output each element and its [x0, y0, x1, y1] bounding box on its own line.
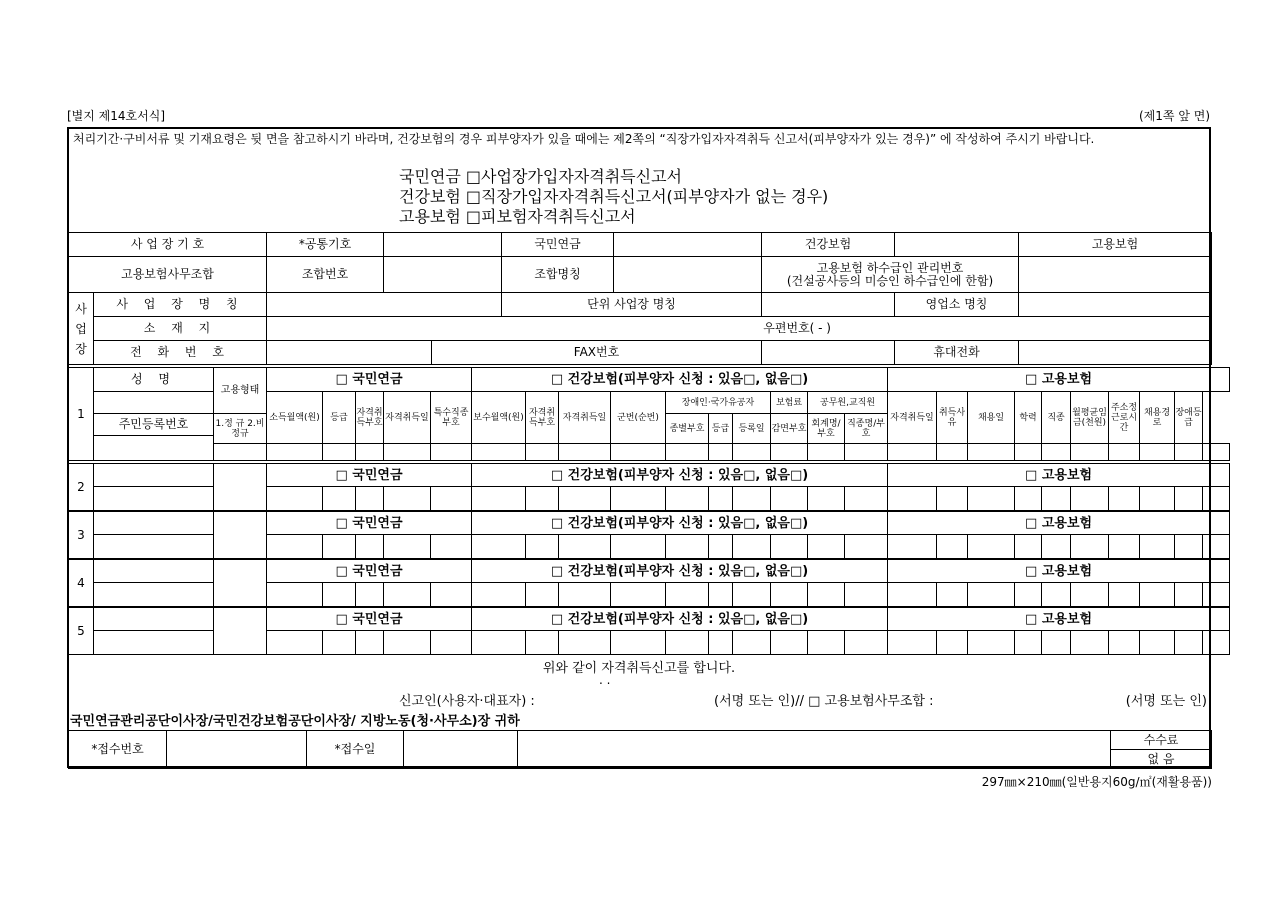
form-intro-section [69, 129, 1209, 233]
data-cell[interactable] [323, 535, 356, 559]
hi-premium-label: 보험료 [771, 392, 808, 414]
data-cell[interactable] [472, 535, 526, 559]
data-cell[interactable] [323, 631, 356, 655]
data-cell[interactable] [526, 535, 559, 559]
ei-section-label[interactable]: □ 고용보험 [888, 512, 1230, 535]
rrn-field[interactable] [94, 436, 214, 461]
rrn-field[interactable] [94, 583, 214, 607]
data-cell[interactable] [559, 535, 611, 559]
np-section-label[interactable]: □ 국민연금 [267, 368, 472, 392]
data-cell[interactable] [666, 487, 709, 511]
declaration-statement: 위와 같이 자격취득신고를 합니다. [542, 661, 736, 676]
np-col-acq-code: 자격취득부호 [356, 392, 384, 444]
rrn-field[interactable] [94, 631, 214, 655]
data-cell[interactable] [526, 583, 559, 607]
hi-section-label[interactable]: □ 건강보험(피부양자 신청 : 있음□, 없음□) [472, 368, 888, 392]
mobile-label: 휴대전화 [895, 341, 1019, 365]
data-cell[interactable] [888, 487, 937, 511]
emp-type-field[interactable] [214, 560, 267, 607]
data-cell[interactable] [559, 631, 611, 655]
sign-label-1: (서명 또는 인)// □ 고용보험사무조합 : [714, 694, 934, 709]
data-cell[interactable] [611, 583, 666, 607]
data-cell[interactable] [472, 631, 526, 655]
data-cell[interactable] [1140, 487, 1175, 511]
data-cell[interactable] [1203, 487, 1230, 511]
data-cell[interactable] [559, 487, 611, 511]
data-cell[interactable] [666, 631, 709, 655]
data-cell[interactable] [1140, 535, 1175, 559]
data-cell[interactable] [845, 583, 888, 607]
data-cell[interactable] [808, 583, 845, 607]
phone-label: 전 화 번 호 [94, 341, 267, 365]
data-cell[interactable] [771, 487, 808, 511]
fax-label: FAX번호 [432, 341, 762, 365]
sign-label-2: (서명 또는 인) [1125, 694, 1207, 709]
data-cell[interactable] [267, 583, 323, 607]
person-block [68, 559, 1230, 607]
data-cell[interactable] [733, 487, 771, 511]
paper-spec: 297㎜×210㎜(일반용지60g/㎡(재활용품)) [981, 775, 1212, 789]
data-cell[interactable] [431, 583, 472, 607]
subcontract-label: 고용보험 하수급인 관리번호 (건설공사등의 미승인 하수급인에 한함) [762, 257, 1019, 293]
data-cell[interactable] [1203, 583, 1230, 607]
data-cell[interactable] [384, 583, 431, 607]
ei-section-label[interactable]: □ 고용보험 [888, 608, 1230, 631]
emp-type-label: 고용형태 [214, 368, 267, 414]
hi-col-acq-code: 자격취득부호 [526, 392, 559, 444]
data-cell[interactable] [384, 631, 431, 655]
checkbox[interactable]: □ [465, 207, 482, 226]
hi-code-label: 건강보험 [762, 233, 895, 257]
address-label: 소 재 지 [94, 317, 267, 341]
np-code-field[interactable] [614, 233, 762, 257]
data-cell[interactable] [1109, 583, 1140, 607]
data-cell[interactable] [1042, 583, 1071, 607]
data-cell[interactable] [384, 535, 431, 559]
np-section-label[interactable]: □ 국민연금 [267, 608, 472, 631]
np-section-label[interactable]: □ 국민연금 [267, 560, 472, 583]
ei-section-label[interactable]: □ 고용보험 [888, 464, 1230, 487]
unit-name-field[interactable] [762, 293, 895, 317]
row-number: 1 [69, 368, 94, 461]
receipt-table [68, 730, 1212, 769]
row-number: 5 [69, 608, 94, 655]
union-name-label: 조합명칭 [502, 257, 614, 293]
workplace-side-label: 사 업 장 [69, 293, 94, 365]
intro-text: 처리기간·구비서류 및 기재요령은 뒷 면을 참고하시기 바라며, 건강보험의 경우 피부양자가 있을 때에는 제2쪽의 “직장가입자자격취득 신고서(피부양자가 있는 경우)” 에 작성하여 주시기 바랍니다. [73, 132, 1095, 146]
data-cell[interactable] [888, 535, 937, 559]
np-col-income: 소득월액(원) [267, 392, 323, 444]
title-national-pension: 국민연금 □사업장가입자자격취득신고서 [399, 167, 682, 186]
data-cell[interactable] [323, 487, 356, 511]
np-section-label[interactable]: □ 국민연금 [267, 512, 472, 535]
data-cell[interactable] [1071, 631, 1109, 655]
reporter-label: 신고인(사용자·대표자) : [399, 694, 535, 709]
data-cell[interactable] [267, 631, 323, 655]
data-cell[interactable] [431, 631, 472, 655]
rrn-field[interactable] [94, 487, 214, 511]
hi-col-military: 군번(순번) [611, 392, 666, 444]
data-cell[interactable] [1042, 535, 1071, 559]
data-cell[interactable] [709, 631, 733, 655]
ei-code-label: 고용보험 [1019, 233, 1212, 257]
data-cell[interactable] [611, 487, 666, 511]
hi-disabled-label: 장애인·국가유공자 [666, 392, 771, 414]
emp-type-field[interactable] [214, 608, 267, 655]
fee-label: 수수료 [1111, 731, 1212, 750]
common-code-label: *공통기호 [267, 233, 384, 257]
data-cell[interactable] [1015, 583, 1042, 607]
addressee: 국민연금관리공단이사장/국민건강보험공단이사장/ 지방노동(청·사무소)장 귀하 [70, 714, 520, 729]
data-cell[interactable] [1203, 535, 1230, 559]
np-col-grade: 등급 [323, 392, 356, 444]
fee-value: 없 음 [1111, 750, 1212, 769]
phone-field[interactable] [267, 341, 432, 365]
row-number: 3 [69, 512, 94, 559]
data-cell[interactable] [1071, 535, 1109, 559]
data-cell[interactable] [526, 631, 559, 655]
data-cell[interactable] [1140, 583, 1175, 607]
workplace-code-label: 사 업 장 기 호 [69, 233, 267, 257]
data-cell[interactable] [559, 583, 611, 607]
hi-sub-grade: 등급 [709, 414, 733, 444]
data-cell[interactable] [1015, 631, 1042, 655]
data-cell[interactable] [845, 487, 888, 511]
emp-type-options: 1.정 규 2.비정규 [214, 414, 267, 444]
rrn-label: 주민등록번호 [94, 414, 214, 436]
persons-table [68, 367, 1230, 461]
hi-civil-label: 공무원,교직원 [808, 392, 888, 414]
data-cell[interactable] [611, 631, 666, 655]
union-name-field[interactable] [614, 257, 762, 293]
union-no-label: 조합번호 [267, 257, 384, 293]
data-cell[interactable] [733, 535, 771, 559]
data-cell[interactable] [808, 631, 845, 655]
ei-col-acq-date: 자격취득일 [888, 392, 937, 444]
name-label: 성 명 [94, 368, 214, 392]
name-field[interactable] [94, 392, 214, 414]
data-cell[interactable] [771, 631, 808, 655]
data-cell[interactable] [733, 583, 771, 607]
branch-field[interactable] [1019, 293, 1212, 317]
declaration-section [69, 655, 1209, 731]
report-form [67, 127, 1211, 768]
form-number: [별지 제14호서식] [67, 109, 165, 123]
ei-col-hire-date: 채용일 [968, 392, 1015, 444]
emp-type-field[interactable] [214, 512, 267, 559]
rrn-field[interactable] [94, 535, 214, 559]
hi-section-label[interactable]: □ 건강보험(피부양자 신청 : 있음□, 없음□) [472, 464, 888, 487]
data-cell[interactable] [323, 583, 356, 607]
data-cell[interactable] [431, 487, 472, 511]
data-cell[interactable] [356, 487, 384, 511]
receipt-blank [518, 731, 1111, 769]
workplace-name-label: 사 업 장 명 칭 [94, 293, 267, 317]
data-cell[interactable] [808, 535, 845, 559]
title-health-insurance: 건강보험 □직장가입자자격취득신고서(피부양자가 없는 경우) [399, 187, 829, 206]
hi-section-label[interactable]: □ 건강보험(피부양자 신청 : 있음□, 없음□) [472, 608, 888, 631]
data-cell[interactable] [1203, 631, 1230, 655]
data-cell[interactable] [771, 535, 808, 559]
data-cell[interactable] [1015, 535, 1042, 559]
hi-code-field[interactable] [895, 233, 1019, 257]
ei-col-job: 직종 [1042, 392, 1071, 444]
data-cell[interactable] [937, 535, 968, 559]
name-field[interactable] [94, 464, 214, 487]
title-employment-insurance: 고용보험 □피보험자격취득신고서 [399, 207, 636, 226]
name-field[interactable] [94, 560, 214, 583]
data-cell[interactable] [968, 535, 1015, 559]
person-block [68, 607, 1230, 655]
data-cell[interactable] [1175, 631, 1203, 655]
data-cell[interactable] [808, 487, 845, 511]
data-cell[interactable] [1042, 487, 1071, 511]
data-cell[interactable] [431, 535, 472, 559]
mobile-field[interactable] [1019, 341, 1212, 365]
data-cell[interactable] [771, 583, 808, 607]
data-cell[interactable] [611, 535, 666, 559]
data-cell[interactable] [845, 535, 888, 559]
page-indicator: (제1쪽 앞 면) [1139, 109, 1210, 123]
ei-col-hours: 주소정근로시간 [1109, 392, 1140, 444]
data-cell[interactable] [968, 487, 1015, 511]
data-cell[interactable] [1042, 631, 1071, 655]
data-cell[interactable] [937, 487, 968, 511]
person-block [68, 511, 1230, 559]
data-cell[interactable] [472, 487, 526, 511]
receipt-date-field[interactable] [404, 731, 518, 769]
ei-col-education: 학력 [1015, 392, 1042, 444]
data-cell[interactable] [356, 535, 384, 559]
subcontract-field[interactable] [1019, 257, 1212, 293]
data-cell[interactable] [666, 535, 709, 559]
name-field[interactable] [94, 512, 214, 535]
checkbox[interactable]: □ [465, 167, 482, 186]
data-cell[interactable] [1109, 631, 1140, 655]
data-cell[interactable] [937, 631, 968, 655]
data-cell[interactable] [1071, 487, 1109, 511]
fax-field[interactable] [762, 341, 895, 365]
data-cell[interactable] [1140, 631, 1175, 655]
ei-col-route: 채용경로 [1140, 392, 1175, 444]
data-cell[interactable] [888, 631, 937, 655]
row-number: 4 [69, 560, 94, 607]
workplace-name-field[interactable] [267, 293, 502, 317]
hi-col-acq-date: 자격취득일 [559, 392, 611, 444]
data-cell[interactable] [267, 487, 323, 511]
form-titles [399, 167, 828, 227]
hi-section-label[interactable]: □ 건강보험(피부양자 신청 : 있음□, 없음□) [472, 560, 888, 583]
row-number: 2 [69, 464, 94, 511]
receipt-no-label: *접수번호 [69, 731, 167, 769]
unit-name-label: 단위 사업장 명칭 [502, 293, 762, 317]
hi-col-pay: 보수월액(원) [472, 392, 526, 444]
ei-section-label[interactable]: □ 고용보험 [888, 368, 1230, 392]
ei-col-disability: 장애등급 [1175, 392, 1203, 444]
data-cell[interactable] [1175, 535, 1203, 559]
union-label: 고용보험사무조합 [69, 257, 267, 293]
ei-section-label[interactable]: □ 고용보험 [888, 560, 1230, 583]
data-cell[interactable] [1071, 583, 1109, 607]
data-cell[interactable] [888, 583, 937, 607]
hi-sub-type: 종별부호 [666, 414, 709, 444]
hi-sub-account: 회계명/부호 [808, 414, 845, 444]
hi-sub-occupation: 직종명/부호 [845, 414, 888, 444]
data-cell[interactable] [845, 631, 888, 655]
data-cell[interactable] [472, 583, 526, 607]
data-cell[interactable] [709, 583, 733, 607]
data-cell[interactable] [937, 583, 968, 607]
branch-label: 영업소 명칭 [895, 293, 1019, 317]
ei-col-wage: 월평균임금(천원) [1071, 392, 1109, 444]
data-cell[interactable] [1015, 487, 1042, 511]
data-cell[interactable] [709, 535, 733, 559]
np-col-special: 특수직종부호 [431, 392, 472, 444]
data-cell[interactable] [709, 487, 733, 511]
data-cell[interactable] [733, 631, 771, 655]
data-cell[interactable] [1175, 583, 1203, 607]
np-section-label[interactable]: □ 국민연금 [267, 464, 472, 487]
data-cell[interactable] [1175, 487, 1203, 511]
receipt-no-field[interactable] [167, 731, 307, 769]
data-cell[interactable] [1109, 535, 1140, 559]
data-cell[interactable] [1109, 487, 1140, 511]
hi-sub-regdate: 등록일 [733, 414, 771, 444]
person-block [68, 463, 1230, 511]
hi-section-label[interactable]: □ 건강보험(피부양자 신청 : 있음□, 없음□) [472, 512, 888, 535]
zip-field[interactable]: 우편번호( - ) [267, 317, 1212, 341]
data-cell[interactable] [666, 583, 709, 607]
hi-sub-reduction: 감면부호 [771, 414, 808, 444]
emp-type-field[interactable] [214, 444, 267, 461]
data-cell[interactable] [356, 583, 384, 607]
union-no-field[interactable] [384, 257, 502, 293]
data-cell[interactable] [968, 631, 1015, 655]
emp-type-field[interactable] [214, 464, 267, 511]
np-col-acq-date: 자격취득일 [384, 392, 431, 444]
data-cell[interactable] [526, 487, 559, 511]
common-code-field[interactable] [384, 233, 502, 257]
data-cell[interactable] [356, 631, 384, 655]
data-cell[interactable] [384, 487, 431, 511]
name-field[interactable] [94, 608, 214, 631]
workplace-table [68, 232, 1212, 365]
date-field[interactable]: . . [599, 673, 611, 687]
receipt-date-label: *접수일 [307, 731, 404, 769]
checkbox[interactable]: □ [465, 187, 482, 206]
data-cell[interactable] [968, 583, 1015, 607]
ei-col-reason: 취득사유 [937, 392, 968, 444]
np-code-label: 국민연금 [502, 233, 614, 257]
data-cell[interactable] [267, 535, 323, 559]
